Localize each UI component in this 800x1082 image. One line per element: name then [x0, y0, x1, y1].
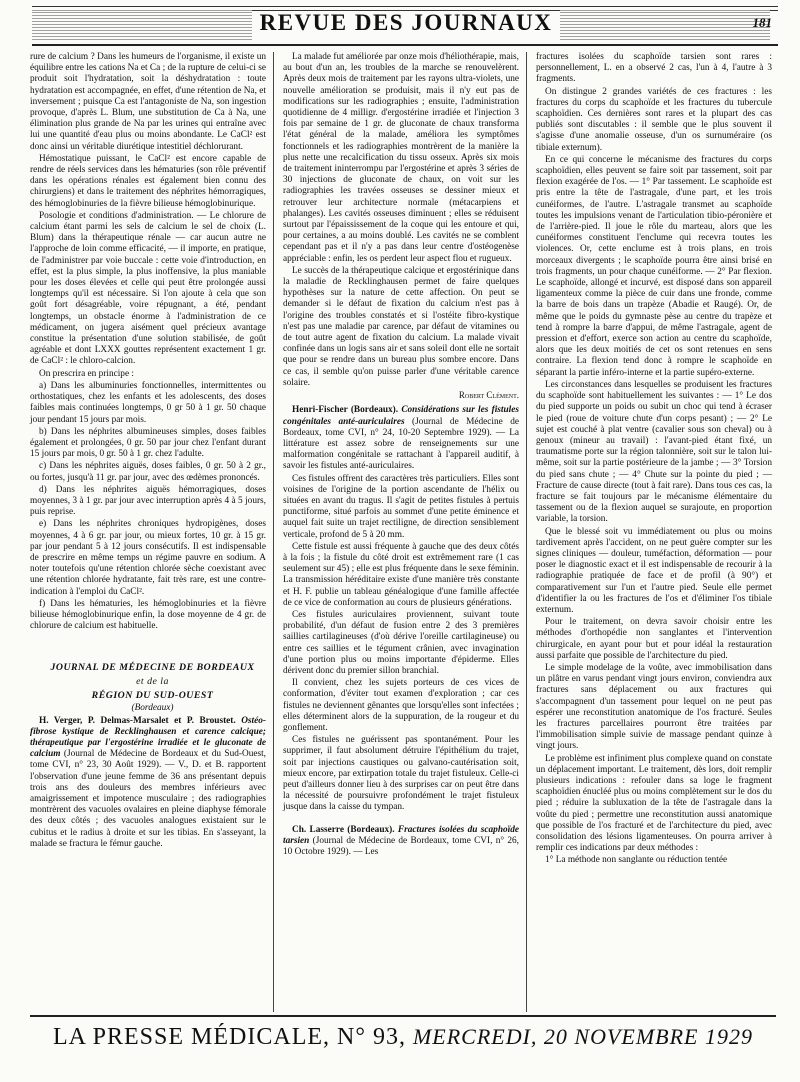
paragraph: Le problème est infiniment plus complexe quand on constate un déplacement important. Le traitement, dès lors, doit remplir plusieurs indications : refouler dans sa loge le fragment scaphoïdien énucléé plus ou moins complètement sur le dos du pied ; réduire la subluxation de la tête de l'astragale dans la voûte du pied ; permettre une reconstitution aussi anatomique que possible de l'os fracturé et de l'architecture du pied, avec consolidation des lésions ligamenteuses. On pourra arriver à remplir ces indications par deux méthodes :: [536, 753, 772, 854]
dosage-item-a: a) Dans les albuminuries fonctionnelles, intermittentes ou orthostatiques, chez les enfants et les adolescents, des doses faibles mais continuées longtemps, 0 gr 50 à 1 gr. 50 chaque jour pendant 15 jours par mois.: [30, 380, 266, 425]
article-text: Les: [364, 847, 379, 858]
paragraph: Posologie et conditions d'administration. — Le chlorure de calcium étant parmi les sels de calcium le sel de choix (L. Blum) dans la thérapeutique rénale — car aucun autre ne l'approche de loin comme efficacité, — il importe, en pratique, de l'administrer par voie buccale : cette voie d'introduction, en effet, est la plus simple, la plus inoffensive, la plus maniable pour les doses élevées et celle qui peut être prolongée aussi longtemps qu'il est nécessaire. Si l'on ajoute à cela que son goût fort désagréable, voire répugnant, a été, pendant longtemps, un obstacle énorme à l'administration de ce médicament, on jugera aisément quel précieux avantage constitue la présentation d'une solution stabilisée, de goût agréable et dont LXXX gouttes représentent exactement 1 gr. de CaCl² : le chloro-calcion.: [30, 210, 266, 367]
header-ornament-right: [560, 10, 770, 40]
column-divider: [526, 52, 527, 1012]
column-divider: [273, 52, 274, 1012]
paragraph: Ces fistules auriculaires proviennent, suivant toute probabilité, d'un défaut de fusion entre 2 des 3 premières saillies cartilagineuses (d'où dérive l'oreille cartilagineuse) ou entre ces saillies et le tégument crânien, avec invagination d'une portion plus ou moins importante d'épiderme. Elles dérivent donc du premier sillon branchial.: [283, 609, 519, 676]
dosage-item-f: f) Dans les hématuries, les hémoglobinuries et la fièvre bilieuse hémoglobinurique enfin, la dose moyenne de 4 gr. de chlorure de calcium est habituelle.: [30, 598, 266, 632]
article-entry: [283, 825, 519, 859]
paragraph: Le simple modelage de la voûte, avec immobilisation dans un plâtre en varus pendant vingt jours environ, conviendra aux fractures sans déplacement ou aux fractures qui s'accompagnent d'un tassement pour lequel on ne peut pas espérer une reconstitution anatomique de l'os fracturé. Seules les fractures parcellaires pourront être traitées par l'immobilisation simple suivie de massage pendant quinze à vingt jours.: [536, 662, 772, 752]
header-ornament-left: [32, 10, 252, 40]
paragraph: Que le blessé soit vu immédiatement ou plus ou moins tardivement après l'accident, on ne peut guère compter sur les signes cliniques — douleur, tuméfaction, déformation — pour poser le diagnostic exact et il est indispensable de recourir à la radiographie pratiquée de face et de profil (à 90°) et comparativement sur l'un et l'autre pied. Seule elle permet d'identifier la ou les fractures de l'os et d'éliminer l'os tibiale externum.: [536, 526, 772, 615]
section-heading: JOURNAL DE MÉDECINE DE BORDEAUX: [50, 662, 255, 674]
article-authors: H. Verger, P. Delmas-Marsalet et P. Broustet.: [39, 715, 236, 726]
paragraph: Pour le traitement, on devra savoir choisir entre les méthodes d'orthopédie non sanglantes et l'intervention chirurgicale, en ayant pour but et pour idéal la restauration aussi parfaite que possible de l'architecture du pied.: [536, 617, 772, 661]
section-heading-region: RÉGION DU SUD-OUEST: [91, 690, 214, 702]
paragraph: Le succès de la thérapeutique calcique et ergostérinique dans la maladie de Recklinghausen permet de faire quelques hypothèses sur la nature de cette affection. On peut se demander si le défaut de fixation du calcium n'est pas à l'origine des troubles constatés et si l'ostéite fibro-kystique n'est pas une maladie par carence, par défaut de vitamines ou de tout autre agent de fixation du calcium. La malade vivait confinée dans un logis sans air et sans soleil dont elle ne sortait que pour se rendre dans un bureau plus sombre encore. Dans ce cas, il semble qu'on puisse parler d'une véritable carence solaire.: [283, 265, 519, 388]
footer-publication: LA PRESSE MÉDICALE, N° 93,: [52, 1024, 406, 1050]
paragraph: On prescrira en principe :: [39, 368, 134, 379]
section-heading-connector: et de la: [136, 676, 169, 688]
signature: Robert Clément.: [458, 390, 519, 401]
dosage-item-c: c) Dans les néphrites aiguës, doses faibles, 0 gr. 50 à 2 gr., ou fortes, jusqu'à 11 gr. par jour, avec des œdèmes prononcés.: [30, 461, 266, 483]
paragraph: En ce qui concerne le mécanisme des fractures du corps scaphoïdien, elles peuvent se faire soit par tassement, soit par flexion exagérée de l'os. — 1° Par tassement. Le scaphoïde est pris entre la tête de l'astragale, d'une part, et les trois cunéiformes, de l'autre. L'astragale transmet au scaphoïde toutes les impulsions venant de l'articulation tibio-péronière et de l'arrière-pied. Il joue le rôle du marteau, alors que les cunéiformes constituent l'enclume qui recevra toutes les violences. Or, cette enclume est à trois plans, en trois morceaux divergents ; le scaphoïde pourra être ainsi brisé en trois fragments, un pour chaque cunéiforme. — 2° Par flexion. Le scaphoïde, allongé et incurvé, est disposé dans son appareil ligamenteux comme la pièce de cuir dans une fronde, comme la barre de bois dans un trapèze (Abadie et Raugé). Or, de même que le poids du gymnaste pèse au centre du trapèze et tend à rompre la barre d'appui, de même l'astragale, agent de pression et d'effort, exerce son action au centre du scaphoïde, alors que les deux moitiés de cet os sont retenues en sens contraire. La flexion tend donc à rompre le scaphoïde en séparant la partie inféro-interne et la partie supéro-externe.: [536, 154, 772, 378]
page-number: 181: [752, 15, 772, 30]
article-title: Ostéo-fibrose kystique de Recklinghausen et carence calcique; thérapeutique par l'ergostérine irradiée et le gluconate de calcium: [30, 715, 267, 760]
paragraph: Ces fistules ne guérissent pas spontanément. Pour les supprimer, il faut absolument détruire l'épithélium du trajet, soit par injections caustiques ou galvano-cautérisation soit, mieux encore, par extirpation totale du trajet fistuleux. Celle-ci peut d'ailleurs donner lieu à des surprises car on peut être dans la nécessité de poursuivre profondément le trajet fistuleux jusque dans la caisse du tympan.: [283, 735, 519, 813]
paragraph: rure de calcium ? Dans les humeurs de l'organisme, il existe un équilibre entre les cations Na et Ca ; de la rupture de celui-ci se produit soit l'hydratation, soit la déshydratation : toute hydratation est accompagnée, en effet, d'une rétention de Na, et inversement ; puisque Ca est l'antagoniste de Na, son ingestion provoque, d'après L. Blum, une substitution de Ca à Na, une élimination plus grande de Na par les urines qui entraîne avec lui une quantité d'eau plus ou moins abondante. Le CaCl² est donc ainsi un véritable diurétique intestitiel déchlorurant.: [30, 52, 266, 152]
article-reference: (Journal de Médecine de Bordeaux, tome CVI, n° 24, 10-20 Septembre 1929). —: [283, 416, 519, 438]
column-1: [30, 52, 266, 851]
dosage-item-b: b) Dans les néphrites albumineuses simples, doses faibles également et prolongées, 0 gr. 50 par jour chez l'enfant durant 15 jours par mois, 0 gr. 50 à 1 gr. chez l'adulte.: [30, 426, 266, 460]
journal-title: REVUE DES JOURNAUX: [259, 10, 553, 35]
article-text: La littérature est assez sobre de renseignements sur une malformation congénitale se rattachant à l'appareil auditif, à savoir les fistules anté-auriculaires.: [283, 427, 520, 472]
paragraph: Ces fistules offrent des caractères très particuliers. Elles sont voisines de l'origine de la portion ascendante de l'hélix ou situées en avant du tragus. Il s'agit de petites fistules à pertuis punctiforme, situé parfois au sommet d'une petite éminence et auquel fait suite un trajet rectiligne, de direction sensiblement verticale, profond de 5 à 20 mm.: [283, 473, 519, 540]
footer-rule: [30, 1015, 776, 1017]
article-reference: (Journal de Médecine de Bordeaux et du Sud-Ouest, tome CVI, n° 23, 30 Août 1929). —: [30, 749, 266, 771]
paragraph: 1° La méthode non sanglante ou réduction tentée: [545, 855, 728, 866]
spacer: [283, 815, 519, 825]
dosage-item-d: d) Dans les néphrites aiguës hémorragiques, doses moyennes, 3 à 1 gr. par jour avec interruption après 4 à 5 jours, puis reprise.: [30, 484, 266, 518]
article-title: Considérations sur les fistules congénitales anté-auriculaires: [283, 405, 519, 427]
article-text: V., D. et B. rapportent l'observation d'une jeune femme de 36 ans présentant depuis trois ans des douleurs des membres inférieurs avec amaigrissement et impotence musculaire ; des radiographies montrèrent des vacuoles ovalaires en pleine diaphyse fémorale des deux côtés ; des vacuoles analogues existaient sur le cubitus et le radius à droite et sur les tibias. En s'asseyant, la malade se fractura le fémur gauche.: [30, 760, 267, 849]
paragraph: Hémostatique puissant, le CaCl² est encore capable de rendre de réels services dans les hématuries (son rôle préventif dans les opérations rénales est également bien connu des chirurgiens) et dans le traitement des néphrites hémorragiques, des hémoglobinuries de la fièvre bilieuse hémoglobinurique.: [30, 153, 266, 209]
column-3: [536, 52, 772, 868]
page-footer: [30, 1024, 776, 1051]
section-city: (Bordeaux): [131, 703, 174, 714]
column-2: [283, 52, 519, 859]
dosage-item-e: e) Dans les néphrites chroniques hydropigènes, doses moyennes, 4 à 6 gr. par jour, ou mieux fortes, 10 gr. à 15 gr. par jour pendant 5 à 12 jours consécutifs. Il est indispensable de prescrire en même temps un régime pauvre en sodium. A noter toutefois qu'une rétention chlorée sèche coexistant avec une rétention chlorée hydratante, fait très rare, est une contre-indication à l'emploi du CaCl².: [30, 519, 266, 597]
article-entry: [283, 405, 519, 472]
paragraph: fractures isolées du scaphoïde tarsien sont rares : personnellement, L. en a observé 2 cas, l'un à 4, l'autre à 3 fragments.: [536, 52, 772, 85]
paragraph: On distingue 2 grandes variétés de ces fractures : les fractures du corps du scaphoïde et les fractures du tubercule scaphoïdien. Ces dernières sont rares et la plupart des cas publiés sont discutables : il semble que le plus souvent il s'agisse d'une anomalie osseuse, d'un os surnuméraire (os tibiale externum).: [536, 86, 772, 153]
footer-date: MERCREDI, 20 NOVEMBRE 1929: [412, 1024, 753, 1049]
spacer: [30, 633, 266, 661]
paragraph: La malade fut améliorée par onze mois d'héliothérapie, mais, au bout d'un an, les troubles de la marche se renouvelèrent. Après deux mois de traitement par les rayons ultra-violets, une nouvelle amélioration se produisit, mais il n'y eut pas de modifications sur les radiographies ; ensuite, l'administration quotidienne de 4 milligr. d'ergostérine irradiée et l'injection 3 fois par semaine de 1 gr. de gluconate de chaux transforma l'état général de la malade, améliora les symptômes fonctionnels et les radiographies montrèrent de la manière la plus nette une recalcification du tissu osseux. Après six mois de traitement ininterrompu par l'ergostérine et après 3 séries de 30 injections de gluconate de chaux, on voit sur les radiographies les travées osseuses se dessiner mieux et retrouver leur architecture normale (métacarpiens et phalanges). Les cavités osseuses diminuent ; elles se réduisent surtout par l'épaississement de la coque qui les entoure et qui, pour certaines, a au moins doublé. Les cavités ne se comblent cependant pas et il n'y a pas dans leur centre d'ostéogenèse appréciable : enfin, les os perdent leur aspect flou et rugueux.: [283, 52, 519, 264]
header-rule-bottom: [32, 44, 778, 46]
article-title: Fractures isolées du scaphoïde tarsien: [283, 824, 519, 846]
article-entry: [30, 716, 266, 850]
article-authors: Henri-Fischer (Bordeaux).: [292, 405, 399, 416]
article-authors: Ch. Lasserre (Bordeaux).: [292, 824, 395, 835]
paragraph: Cette fistule est aussi fréquente à gauche que des deux côtés à la fois ; la fistule du côté droit est extrêmement rare (1 cas seulement sur 45) ; elle est plus fréquente dans le sexe féminin. La transmission héréditaire existe d'une manière très constante et H. F. publie un tableau généalogique d'une famille affectée de ce vice de conformation au cours de plusieurs générations.: [283, 541, 519, 608]
article-reference: (Journal de Médecine de Bordeaux, tome CVI, n° 26, 10 Octobre 1929). —: [283, 835, 520, 858]
paragraph: Il convient, chez les sujets porteurs de ces vices de conformation, d'éviter tout examen d'exploration ; car ces fistules ne deviennent gênantes que lorsqu'elles sont infectées ; elles déterminent alors de la suppuration, de la rougeur et du gonflement.: [283, 678, 519, 733]
paragraph: Les circonstances dans lesquelles se produisent les fractures du scaphoïde sont habituellement les suivantes : — 1° Le dos du pied supporte un poids ou subit un choc qui tend à écraser le pied (roue de voiture chute d'un corps pesant) ; — 2° Le sujet est couché à plat ventre (cavalier sous son cheval) ou à genoux (mineur au travail) : l'avant-pied étant fixé, un traumatisme porte sur la région talonnière, soit sur le talon lui-même, soit sur la partie postérieure de la jambe ; — 3° Torsion du pied sans chute ; — 4° Chute sur la pointe du pied ; — Fracture de cause directe (tout à fait rare). Dans tous ces cas, la fracture se fait toujours par le mécanisme élémentaire du tassement ou de la flexion auquel se surajoute, en proportion variable, la torsion.: [536, 379, 772, 525]
